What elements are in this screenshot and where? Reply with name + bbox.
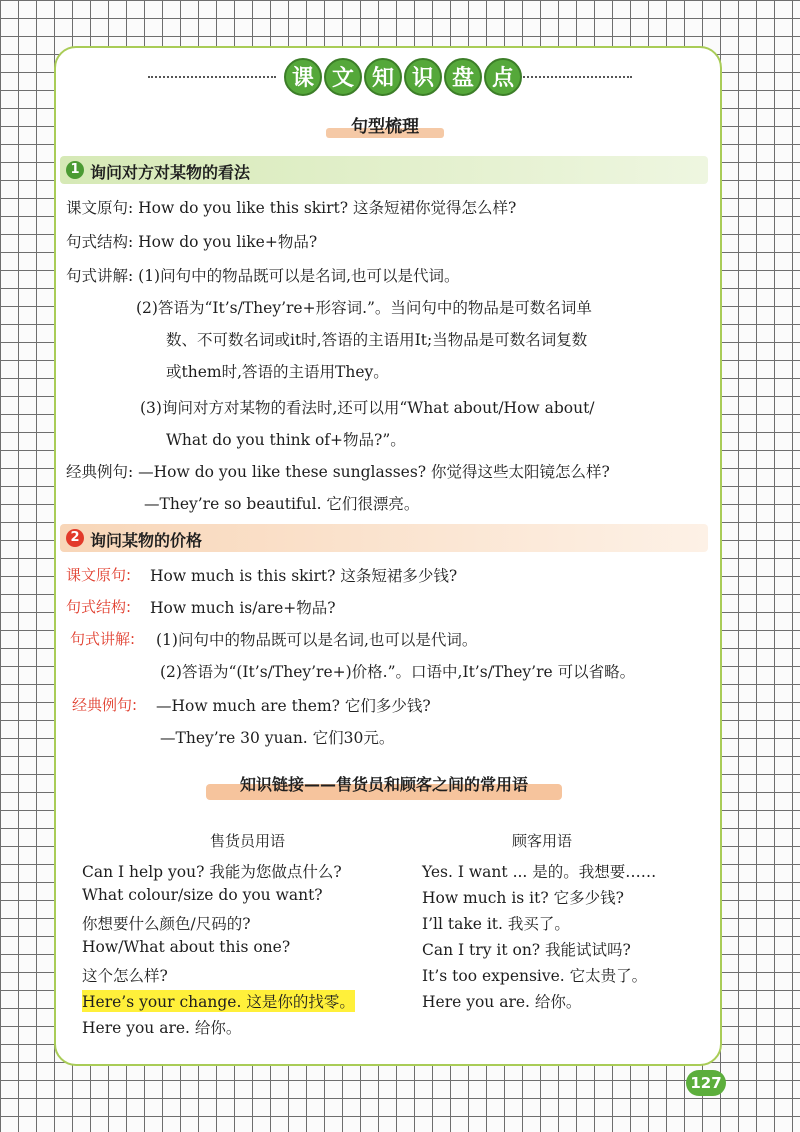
s2-text: How much is this skirt? 这条短裙多少钱?	[150, 567, 458, 585]
s1-line: What do you think of+物品?”。	[166, 431, 406, 449]
link-title: 知识链接——售货员和顾客之间的常用语	[239, 775, 528, 794]
customer-column-heading: 顾客用语	[512, 832, 573, 850]
section2-title: 询问某物的价格	[90, 531, 203, 550]
s1-line: (3)询问对方对某物的看法时,还可以用“What about/How about/	[140, 399, 595, 417]
customer-phrase: It’s too expensive. 它太贵了。	[422, 967, 648, 985]
s2-label: 句式结构:	[66, 598, 132, 616]
s1-line: 或them时,答语的主语用They。	[166, 363, 389, 381]
seller-phrase-highlighted: Here’s your change. 这是你的找零。	[82, 990, 355, 1012]
s2-label: 经典例句:	[72, 696, 138, 714]
seller-phrase: How/What about this one?	[82, 938, 291, 956]
s1-line: 课文原句: How do you like this skirt? 这条短裙你觉得怎么样?	[66, 199, 517, 217]
s2-text: (2)答语为“(It’s/They’re+)价格.”。口语中,It’s/They’re 可以省略。	[160, 663, 636, 681]
section1-number-badge: 1	[66, 161, 84, 179]
page-number: 127	[686, 1070, 726, 1096]
section2-number-badge: 2	[66, 529, 84, 547]
s2-text: How much is/are+物品?	[150, 599, 336, 617]
s2-text: —How much are them? 它们多少钱?	[156, 697, 431, 715]
customer-phrase: I’ll take it. 我买了。	[422, 915, 570, 933]
dotted-divider-left	[148, 76, 276, 78]
dotted-divider-right	[508, 76, 632, 78]
seller-phrase: 你想要什么颜色/尺码的?	[82, 915, 251, 933]
banner-char: 课	[284, 58, 322, 96]
customer-phrase: Here you are. 给你。	[422, 993, 582, 1011]
seller-phrase: 这个怎么样?	[82, 967, 168, 985]
s1-line: 句式讲解: (1)问句中的物品既可以是名词,也可以是代词。	[66, 267, 460, 285]
banner-char: 文	[324, 58, 362, 96]
s1-line: (2)答语为“It’s/They’re+形容词.”。当问句中的物品是可数名词单	[136, 299, 592, 317]
customer-phrase: How much is it? 它多少钱?	[422, 889, 624, 907]
s1-line: 经典例句: —How do you like these sunglasses? 你觉得这些太阳镜怎么样?	[66, 463, 610, 481]
s1-line: 数、不可数名词或it时,答语的主语用It;当物品是可数名词复数	[166, 331, 588, 349]
s2-text: (1)问句中的物品既可以是名词,也可以是代词。	[156, 631, 478, 649]
banner-char: 盘	[444, 58, 482, 96]
s2-label: 句式讲解:	[70, 630, 136, 648]
s1-line: —They’re so beautiful. 它们很漂亮。	[144, 495, 420, 513]
banner-char: 识	[404, 58, 442, 96]
s2-text: —They’re 30 yuan. 它们30元。	[160, 729, 395, 747]
s1-line: 句式结构: How do you like+物品?	[66, 233, 318, 251]
customer-phrase: Yes. I want ... 是的。我想要……	[422, 863, 657, 881]
seller-phrase: What colour/size do you want?	[82, 886, 323, 904]
seller-phrase: Can I help you? 我能为您做点什么?	[82, 863, 342, 881]
seller-column-heading: 售货员用语	[210, 832, 286, 850]
s2-label: 课文原句:	[66, 566, 132, 584]
section1-title: 询问对方对某物的看法	[90, 163, 251, 182]
banner-title	[284, 58, 522, 96]
banner-char: 知	[364, 58, 402, 96]
banner-char: 点	[484, 58, 522, 96]
customer-phrase: Can I try it on? 我能试试吗?	[422, 941, 631, 959]
seller-phrase: Here you are. 给你。	[82, 1019, 242, 1037]
subhead: 句型梳理	[351, 117, 419, 137]
